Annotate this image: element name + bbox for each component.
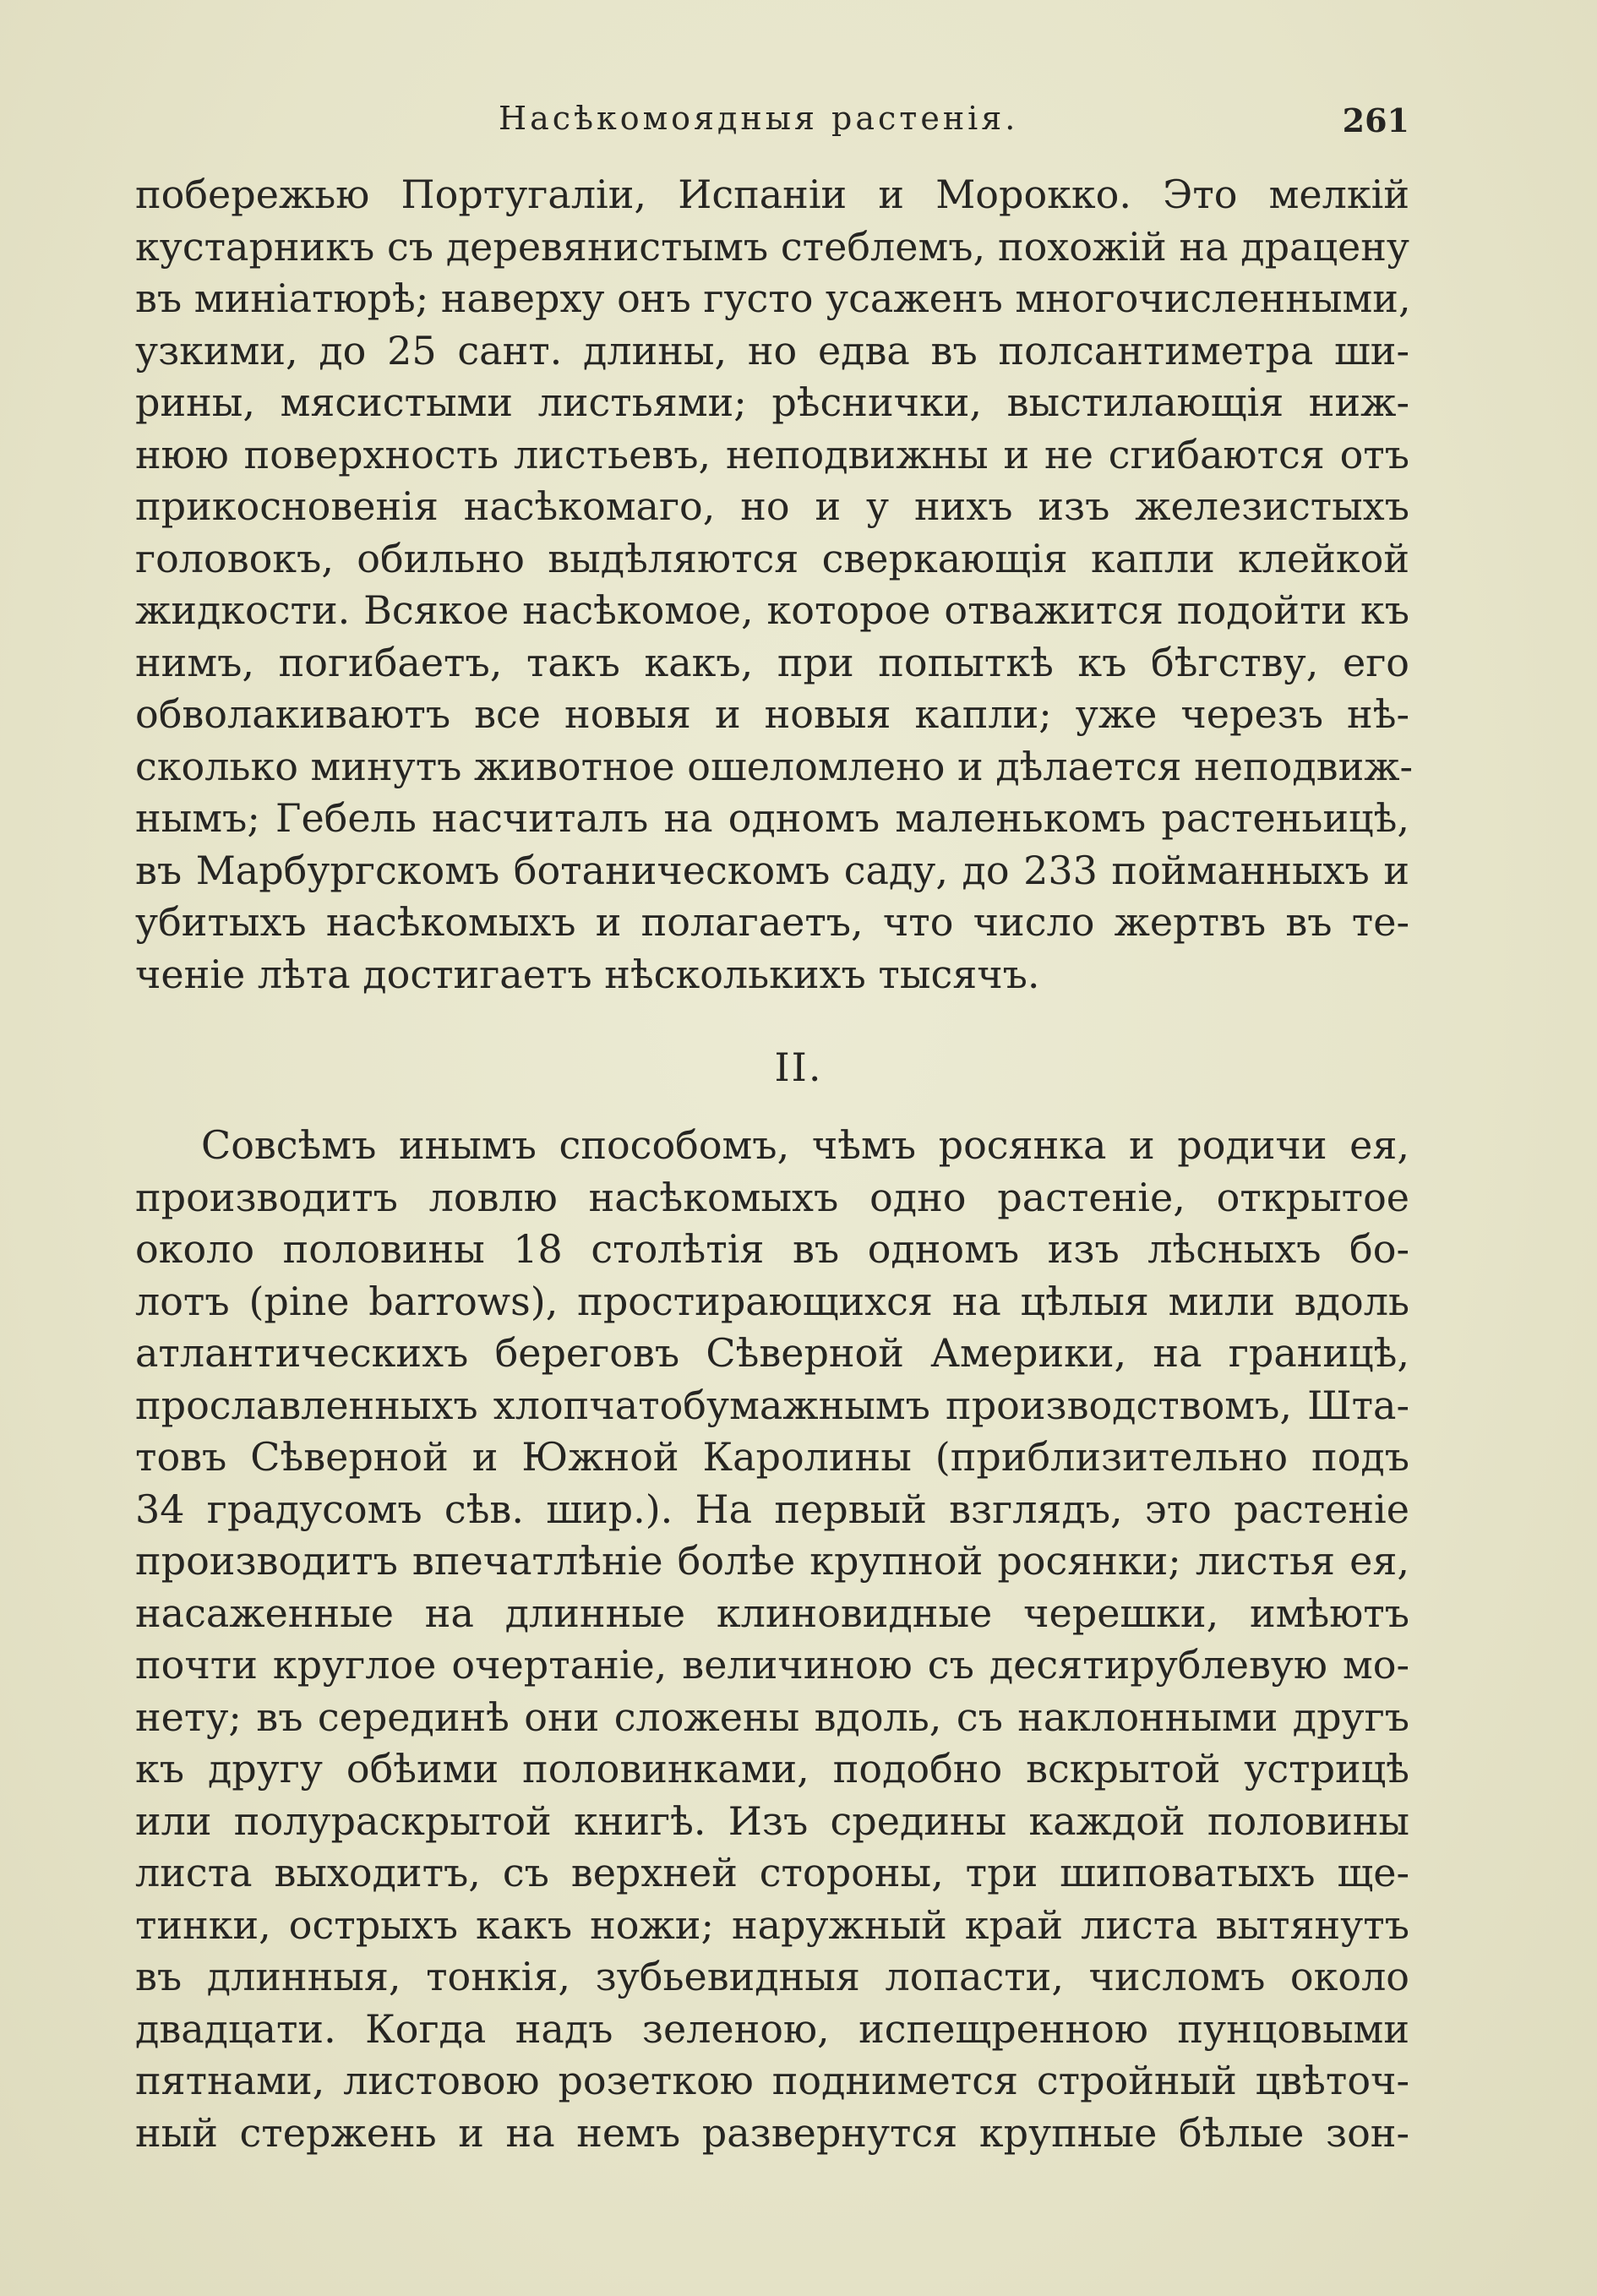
text-line: ченіе лѣта достигаетъ нѣсколькихъ тысячъ.: [135, 951, 1040, 997]
text-line: тинки, острыхъ какъ ножи; наружный край листа вытянутъ: [135, 1901, 1409, 1948]
text-line: прославленныхъ хлопчатобумажнымъ производствомъ, Шта-: [135, 1382, 1409, 1428]
text-line: въ Марбургскомъ ботаническомъ саду, до 233 пойманныхъ и: [135, 847, 1409, 893]
text-line: рины, мясистыми листьями; рѣснички, выстилающія ниж-: [135, 379, 1409, 425]
paragraph-continued: [135, 169, 1414, 1001]
text-line: убитыхъ насѣкомыхъ и полагаетъ, что число жертвъ въ те-: [135, 899, 1409, 945]
text-line: двадцати. Когда надъ зеленою, испещренною пунцовыми: [135, 2005, 1409, 2052]
section-heading: II.: [774, 1044, 823, 1090]
text-line: лотъ (pine barrows), простирающихся на цѣлыя мили вдоль: [135, 1278, 1409, 1324]
text-line: нету; въ серединѣ они сложены вдоль, съ наклонными другъ: [135, 1693, 1409, 1740]
text-line: головокъ, обильно выдѣляются сверкающія капли клейкой: [135, 535, 1409, 581]
paragraph-section-two: [135, 1120, 1409, 2159]
text-line: къ другу обѣими половинками, подобно вскрытой устрицѣ: [135, 1746, 1409, 1792]
text-line: около половины 18 столѣтія въ одномъ изъ лѣсныхъ бо-: [135, 1226, 1409, 1272]
text-line: кустарникъ съ деревянистымъ стеблемъ, похожій на драцену: [135, 223, 1409, 270]
text-line: нимъ, погибаетъ, такъ какъ, при попыткѣ къ бѣгству, его: [135, 639, 1409, 685]
text-line: 34 градусомъ сѣв. шир.). На первый взглядъ, это растеніе: [135, 1486, 1409, 1532]
text-line: сколько минутъ животное ошеломлено и дѣлается неподвиж-: [135, 743, 1414, 789]
text-line: нымъ; Гебель насчиталъ на одномъ маленькомъ растеньицѣ,: [135, 795, 1409, 841]
text-line: производитъ ловлю насѣкомыхъ одно растеніе, открытое: [135, 1174, 1409, 1220]
text-line: побережью Португаліи, Испаніи и Морокко. Это мелкій: [135, 172, 1409, 217]
text-line: обволакиваютъ все новыя и новыя капли; уже черезъ нѣ-: [135, 691, 1409, 737]
text-line: жидкости. Всякое насѣкомое, которое отважится подойти къ: [135, 587, 1409, 633]
page-header: [135, 100, 1409, 150]
text-line: почти круглое очертаніе, величиною съ десятирублевую мо-: [135, 1642, 1409, 1688]
text-line: Совсѣмъ инымъ способомъ, чѣмъ росянка и родичи ея,: [201, 1122, 1409, 1168]
text-line: пятнами, листовою розеткою поднимется стройный цвѣточ-: [135, 2058, 1409, 2103]
running-title: Насѣкомоядныя растенія.: [499, 100, 1019, 137]
text-line: товъ Сѣверной и Южной Каролины (приблизительно подъ: [135, 1434, 1409, 1480]
text-line: нюю поверхность листьевъ, неподвижны и не сгибаются отъ: [135, 431, 1409, 477]
page-number: 261: [1342, 101, 1409, 139]
text-line: атлантическихъ береговъ Сѣверной Америки, на границѣ,: [135, 1330, 1409, 1376]
text-line: листа выходитъ, съ верхней стороны, три шиповатыхъ ще-: [135, 1850, 1409, 1895]
text-line: узкими, до 25 сант. длины, но едва въ полсантиметра ши-: [135, 327, 1409, 374]
text-line: ный стержень и на немъ развернутся крупные бѣлые зон-: [135, 2109, 1409, 2156]
text-line: производитъ впечатлѣніе болѣе крупной росянки; листья ея,: [135, 1538, 1409, 1584]
text-line: въ длинныя, тонкія, зубьевидныя лопасти, числомъ около: [135, 1954, 1409, 1999]
text-line: или полураскрытой книгѣ. Изъ средины каждой половины: [135, 1797, 1409, 1844]
text-line: въ миніатюрѣ; наверху онъ густо усаженъ многочисленными,: [135, 275, 1411, 321]
text-line: насаженные на длинные клиновидные черешки, имѣютъ: [135, 1590, 1409, 1636]
text-line: прикосновенія насѣкомаго, но и у нихъ изъ железистыхъ: [135, 483, 1409, 529]
